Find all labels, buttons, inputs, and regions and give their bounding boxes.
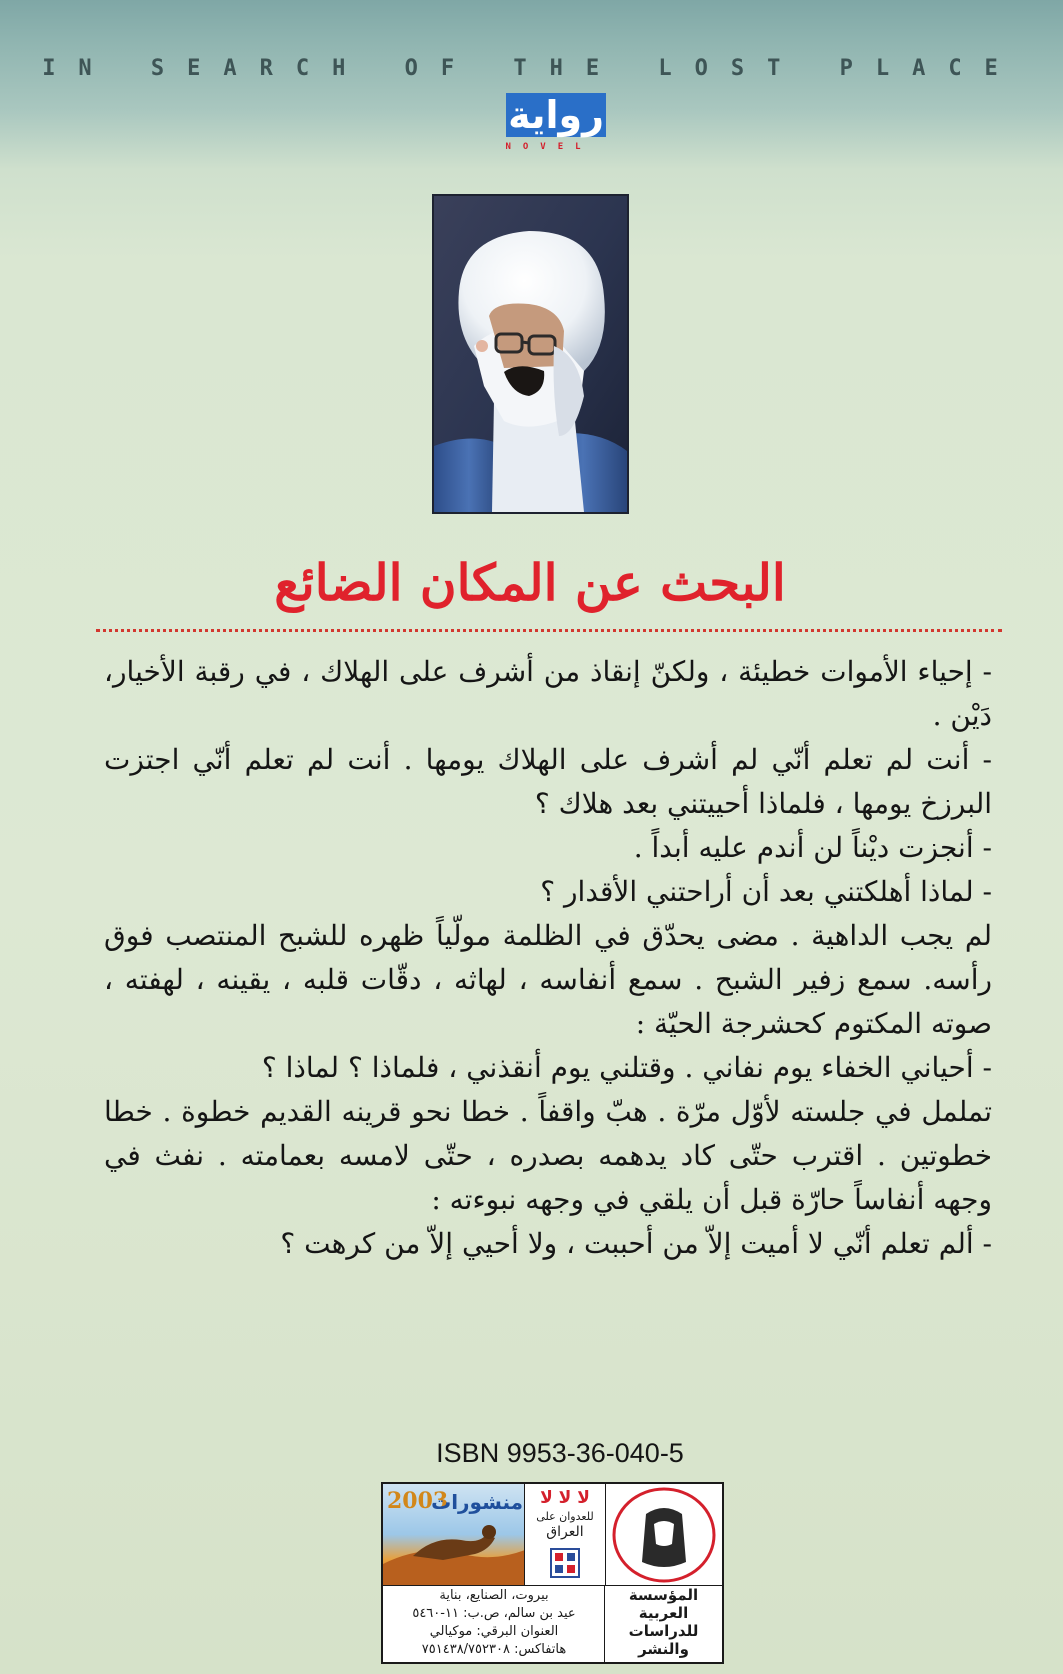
logo-word (506, 92, 606, 138)
author-photo (432, 194, 629, 514)
blurb-paragraph: - ألم تعلم أنّي لا أميت إلاّ من أحببت ، ولا أحيي إلاّ من كرهت ؟ (280, 1227, 992, 1260)
address-line: هاتفاكس: ٧٥١٤٣٨/٧٥٢٣٠٨ (421, 1642, 567, 1657)
logo-word-text: رواية (508, 93, 604, 137)
blurb-paragraph: - أحياني الخفاء يوم نفاني . وقتلني يوم أنقذني ، فلماذا ؟ لماذا ؟ (261, 1051, 992, 1084)
address-line: العنوان البرقي: موكيالي (429, 1624, 559, 1639)
address-line: بيروت، الصنايع، بناية (439, 1588, 549, 1603)
blurb-paragraph: تململ في جلسته لأوّل مرّة . هبّ واقفاً . خطا نحو قرينه القديم خطوة . خطا خطوتين . اقترب حتّى كاد يدهمه بصدره ، حتّى لامسه بعمامته . نفث في وجهه أنفاساً حارّة قبل أن يلقي في وجهه نبوءته : (104, 1095, 992, 1216)
campaign-emblem-icon (550, 1548, 580, 1578)
publications-label: منشورات (431, 1490, 523, 1514)
publications-2003-panel (383, 1484, 525, 1586)
publisher-name-line: العربية (638, 1604, 689, 1622)
blurb-paragraph: - أنجزت ديْناً لن أندم عليه أبداً . (633, 831, 992, 864)
blurb-paragraph: - إحياء الأموات خطيئة ، ولكنّ إنقاذ من أشرف على الهلاك ، في رقبة الأخيار، دَيْن . (104, 655, 992, 732)
address-panel (383, 1586, 605, 1662)
campaign-line: للعدوان على (536, 1510, 594, 1523)
blurb-paragraph: - أنت لم تعلم أنّي لم أشرف على الهلاك يومها . أنت لم تعلم أنّي اجتزت البرزخ يومها ، فلماذا أحييتني بعد هلاك ؟ (104, 743, 992, 820)
campaign-panel (525, 1484, 605, 1586)
dotted-divider (96, 629, 1002, 632)
publisher-name-panel (605, 1586, 722, 1662)
publisher-badge (381, 1482, 724, 1664)
year-2003: 2003 (387, 1488, 449, 1514)
logo-novel-label: NOVEL (505, 142, 593, 152)
blurb-text (104, 650, 992, 1266)
campaign-line: العراق (546, 1524, 584, 1540)
blurb-paragraph: لم يجب الداهية . مضى يحدّق في الظلمة مولّياً ظهره للشبح المنتصب فوق رأسه. سمع زفير الشبح . سمع أنفاسه ، لهاثه ، دقّات قلبه ، يقينه ، لهفته ، صوته المكتوم كحشرجة الحيّة : (104, 919, 992, 1040)
english-title: IN SEARCH OF THE LOST PLACE (42, 56, 1021, 81)
publisher-name-line: للدراسات (628, 1622, 699, 1640)
novel-logo (488, 92, 610, 162)
blurb-paragraph: - لماذا أهلكتني بعد أن أراحتني الأقدار ؟ (540, 875, 992, 908)
institution-emblem-icon (606, 1484, 722, 1586)
publisher-name-line: المؤسسة (628, 1586, 699, 1604)
publisher-name-line: والنشر (638, 1640, 689, 1658)
address-line: عيد بن سالم، ص.ب: ١١-٥٤٦٠ (412, 1606, 576, 1621)
author-portrait-image (434, 196, 627, 512)
campaign-line: لا لا لا (540, 1488, 590, 1508)
institution-logo-panel (605, 1484, 722, 1586)
book-title: البحث عن المكان الضائع (274, 553, 786, 612)
isbn-number: ISBN 9953-36-040-5 (436, 1438, 684, 1468)
